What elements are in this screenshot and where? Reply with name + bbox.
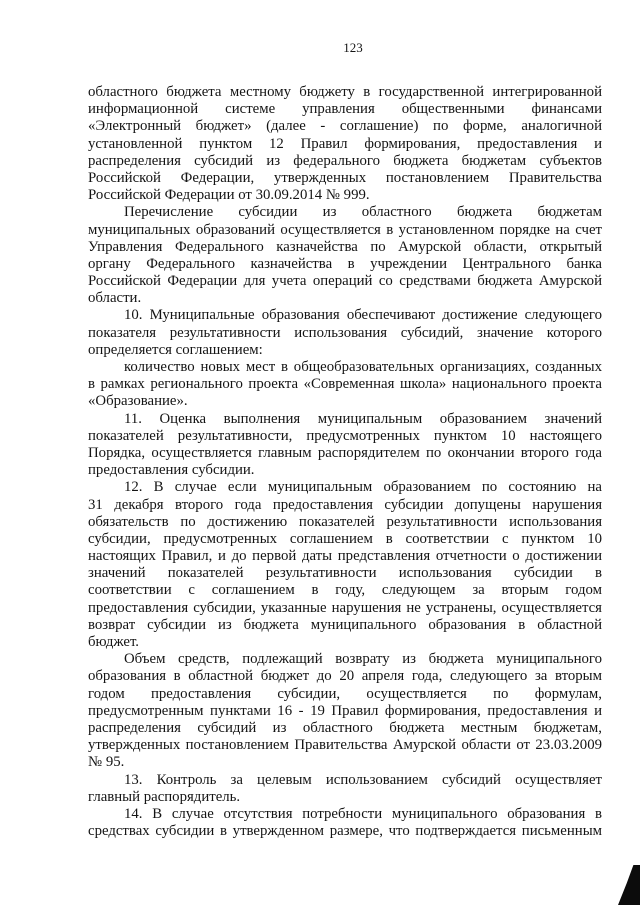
paragraph <box>88 806 602 840</box>
paragraph <box>88 84 602 204</box>
text-line: области. <box>88 290 142 307</box>
text-line: бюджет. <box>88 634 140 650</box>
paragraph <box>88 359 602 411</box>
text-line: установленной пунктом 12 Правил формирования, предоставления и <box>88 135 602 152</box>
text-line: Объем средств, подлежащий возврату из бюджета муниципального <box>124 651 602 668</box>
text-line: образования в областной бюджет до 20 апреля года, следующего за вторым <box>88 668 602 685</box>
text-line: Управления Федерального казначейства по Амурской области, открытый <box>88 238 602 255</box>
text-line: 14. В случае отсутствия потребности муниципального образования в <box>124 805 602 822</box>
text-line: «Образование». <box>88 393 188 410</box>
text-line: соответствии с соглашением в году, следующем за вторым годом <box>88 582 602 599</box>
text-line: значений показателей результативности использования субсидии в <box>88 565 602 582</box>
text-line: Порядка, осуществляется главным распорядителем по окончании второго года <box>88 444 602 461</box>
text-line: органу Федерального казначейства в учреждении Центрального банка <box>88 255 602 272</box>
text-line: годом предоставления субсидии, осуществляется по формулам, <box>88 685 602 702</box>
text-line: информационной системе управления общественными финансами <box>88 101 602 118</box>
text-line: в рамках регионального проекта «Современная школа» национального проекта <box>88 376 602 393</box>
text-line: Российской Федерации от 30.09.2014 № 999. <box>88 187 370 204</box>
page-number: 123 <box>343 40 363 55</box>
text-line: Российской Федерации для учета операций со средствами бюджета Амурской <box>88 273 602 290</box>
text-line: распределения субсидий из областного бюджета местным бюджетам, <box>88 719 602 736</box>
text-line: обязательств по достижению показателей результативности использования <box>88 513 602 530</box>
text-line: показателя результативности использования субсидий, значение которого <box>88 324 602 341</box>
paragraph <box>88 772 602 806</box>
text-line: областного бюджета местному бюджету в государственной интегрированной <box>88 84 602 100</box>
text-line: 10. Муниципальные образования обеспечивают достижение следующего <box>124 307 602 324</box>
text-line: главный распорядитель. <box>88 788 241 805</box>
text-line: 11. Оценка выполнения муниципальным образованием значений <box>124 410 602 427</box>
text-line: предусмотренным пунктами 16 - 19 Правил формирования, предоставления и <box>88 702 602 719</box>
text-line: распределения субсидий из федерального бюджета бюджетам субъектов <box>88 152 602 169</box>
scan-edge-shadow <box>618 865 640 905</box>
paragraph <box>88 411 602 480</box>
text-line: 12. В случае если муниципальным образованием по состоянию на <box>124 479 602 496</box>
text-line: № 95. <box>88 754 125 771</box>
text-line: предоставления субсидии. <box>88 462 255 479</box>
text-line: предоставления субсидии, указанные нарушения не устранены, осуществляется <box>88 599 602 616</box>
text-line: 13. Контроль за целевым использованием субсидий осуществляет <box>124 771 602 788</box>
paragraph <box>88 204 602 307</box>
text-line: 31 декабря второго года предоставления субсидии допущены нарушения <box>88 496 602 513</box>
paragraph <box>88 307 602 359</box>
text-line: муниципальных образований осуществляется в установленном порядке на счет <box>88 221 602 238</box>
text-line: средствах субсидии в утвержденном размере, что подтверждается письменным <box>88 823 602 840</box>
text-block <box>88 84 602 840</box>
text-line: «Электронный бюджет» (далее - соглашение) по форме, аналогичной <box>88 118 602 135</box>
text-line: возврат субсидии из бюджета муниципального образования в областной <box>88 616 602 633</box>
text-line: субсидии, предусмотренных соглашением в соответствии с пунктом 10 <box>88 530 602 547</box>
paragraph <box>88 651 602 771</box>
text-line: количество новых мест в общеобразовательных организациях, созданных <box>124 359 602 375</box>
paragraph <box>88 479 602 651</box>
text-line: Российской Федерации, утвержденных постановлением Правительства <box>88 169 602 186</box>
text-line: Перечисление субсидии из областного бюджета бюджетам <box>124 204 602 221</box>
text-line: определяется соглашением: <box>88 341 263 358</box>
text-line: показателей результативности, предусмотренных пунктом 10 настоящего <box>88 427 602 444</box>
text-line: настоящих Правил, и до первой даты представления отчетности о достижении <box>88 548 602 565</box>
text-line: утвержденных постановлением Правительства Амурской области от 23.03.2009 <box>88 737 602 754</box>
